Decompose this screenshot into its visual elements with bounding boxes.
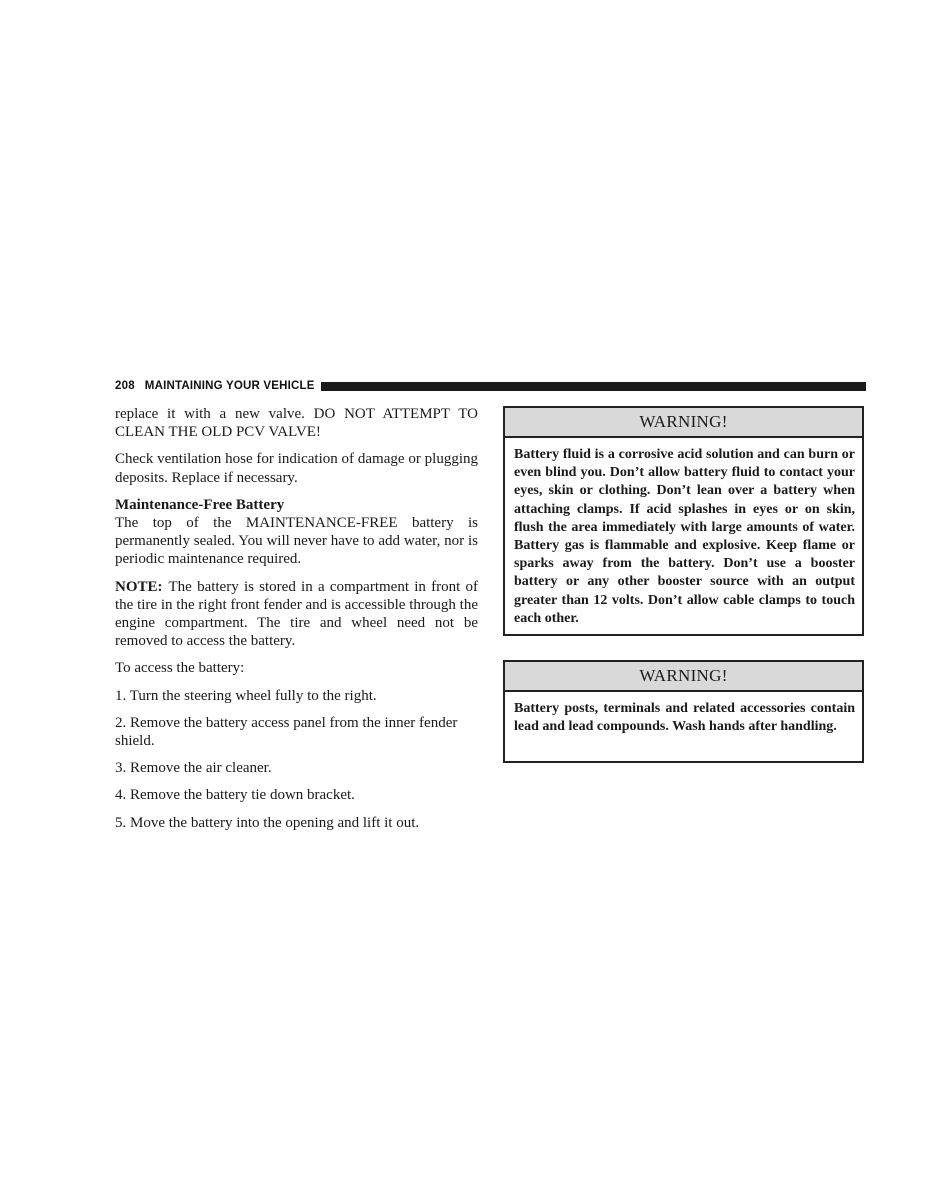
paragraph-ventilation-hose: Check ventilation hose for indication of damage or plugging deposits. Replace if necessary. (115, 451, 478, 486)
warning-box-battery-fluid (503, 406, 864, 636)
left-column (115, 405, 478, 841)
step-item: 4. Remove the battery tie down bracket. (115, 787, 355, 804)
paragraph-battery-sealed: The top of the MAINTENANCE-FREE battery is permanently sealed. You will never have to add water, nor is periodic maintenance required. (115, 515, 478, 568)
page-number: 208 (115, 380, 135, 392)
section-title: MAINTAINING YOUR VEHICLE (144, 380, 315, 392)
paragraph-pcv-valve: replace it with a new valve. DO NOT ATTEMPT TO CLEAN THE OLD PCV VALVE! (115, 406, 478, 441)
step-item: 3. Remove the air cleaner. (115, 760, 272, 777)
warning-box-lead (503, 660, 864, 763)
step-item: 1. Turn the steering wheel fully to the right. (115, 687, 377, 704)
step-item: 2. Remove the battery access panel from the inner fender shield. (115, 714, 458, 750)
note-text: The battery is stored in a compartment in front of the tire in the right front fender and is accessible through the engine compartment. The tire and wheel need not be removed to access the battery. (115, 578, 478, 650)
step-item: 5. Move the battery into the opening and lift it out. (115, 814, 420, 831)
subheading-maintenance-free-battery: Maintenance-Free Battery (115, 496, 285, 513)
warning-title: WARNING! (505, 408, 862, 438)
paragraph-access-intro: To access the battery: (115, 660, 245, 677)
header-rule (321, 382, 866, 391)
warning-text: Battery posts, terminals and related accessories contain lead and lead compounds. Wash hands after handling. (514, 701, 855, 735)
warning-title: WARNING! (505, 662, 862, 692)
note-label: NOTE: (115, 578, 163, 595)
note-paragraph (115, 578, 478, 651)
page-header (115, 379, 866, 393)
warning-text: Battery fluid is a corrosive acid solution and can burn or even blind you. Don’t allow battery fluid to contact your eyes, skin or clothing. Don’t lean over a battery when attaching clamps. If acid splashes in eyes or on skin, flush the area immediately with large amounts of water. Battery gas is flammable and explosive. Keep flame or sparks away from the battery. Don’t use a booster battery or any other booster source with an output greater than 12 volts. Don’t allow cable clamps to touch each other. (514, 447, 855, 626)
steps-list (115, 687, 478, 832)
